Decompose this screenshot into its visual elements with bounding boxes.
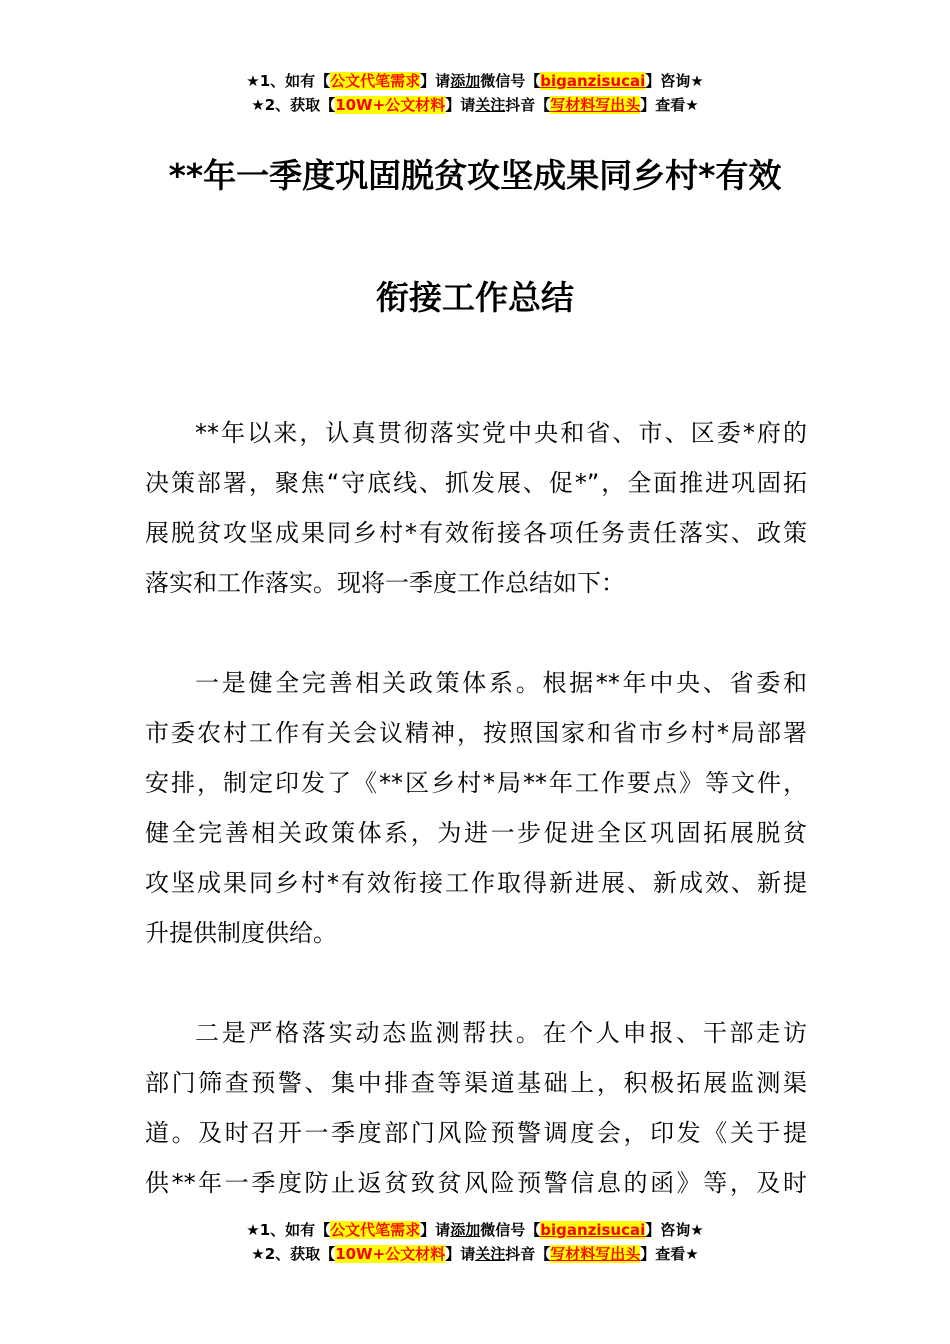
document-body bbox=[145, 408, 807, 1208]
promo-line-2 bbox=[0, 1242, 950, 1266]
text: ★2、获取【 bbox=[251, 1245, 336, 1263]
douyin-account: 写材料写出头 bbox=[550, 96, 641, 114]
paragraph-line: 二是严格落实动态监测帮扶。在个人申报、干部走访 bbox=[195, 1019, 807, 1047]
paragraph-line: 攻坚成果同乡村*有效衔接工作取得新进展、新成效、新提 bbox=[145, 869, 807, 897]
paragraph bbox=[145, 1008, 807, 1208]
promo-banner-top bbox=[0, 69, 950, 117]
underlined-text: 关注 bbox=[475, 1245, 506, 1263]
paragraph-line: 升提供制度供给。 bbox=[145, 919, 337, 947]
text: 】咨询★ bbox=[645, 72, 704, 90]
wechat-id: biganzisucai bbox=[540, 72, 646, 90]
highlight: 10W+公文材料 bbox=[335, 96, 446, 114]
paragraph-line: 供**年一季度防止返贫致贫风险预警信息的函》等，及时 bbox=[145, 1169, 807, 1197]
document-title-line-2: 衔接工作总结 bbox=[376, 278, 574, 317]
paragraph-line: 展脱贫攻坚成果同乡村*有效衔接各项任务责任落实、政策 bbox=[145, 519, 807, 547]
paragraph-line: 市委农村工作有关会议精神，按照国家和省市乡村*局部署 bbox=[145, 719, 807, 747]
text: 抖音【 bbox=[505, 96, 551, 114]
wechat-id: biganzisucai bbox=[540, 1221, 646, 1239]
paragraph bbox=[145, 658, 807, 958]
text: 抖音【 bbox=[505, 1245, 551, 1263]
paragraph-line: 决策部署，聚焦“守底线、抓发展、促*”，全面推进巩固拓 bbox=[145, 469, 807, 497]
promo-line-1 bbox=[0, 69, 950, 93]
paragraph-line: 健全完善相关政策体系，为进一步促进全区巩固拓展脱贫 bbox=[145, 819, 807, 847]
text: 】咨询★ bbox=[645, 1221, 704, 1239]
text: 】请 bbox=[445, 1245, 476, 1263]
text: ★1、如有【 bbox=[246, 1221, 331, 1239]
promo-banner-bottom bbox=[0, 1218, 950, 1266]
highlight: 公文代笔需求 bbox=[330, 72, 421, 90]
paragraph-line: 一是健全完善相关政策体系。根据**年中央、省委和 bbox=[195, 669, 807, 697]
text: 】查看★ bbox=[640, 1245, 699, 1263]
promo-line-2 bbox=[0, 93, 950, 117]
text: 微信号【 bbox=[480, 1221, 541, 1239]
paragraph-line: 落实和工作落实。现将一季度工作总结如下： bbox=[145, 569, 625, 597]
text: 】请 bbox=[420, 1221, 451, 1239]
paragraph-line: 安排，制定印发了《**区乡村*局**年工作要点》等文件， bbox=[145, 769, 807, 797]
paragraph-line: 部门筛查预警、集中排查等渠道基础上，积极拓展监测渠 bbox=[145, 1069, 807, 1097]
text: 微信号【 bbox=[480, 72, 541, 90]
text: 】请 bbox=[420, 72, 451, 90]
underlined-text: 添加 bbox=[450, 72, 481, 90]
text: ★1、如有【 bbox=[246, 72, 331, 90]
highlight: 公文代笔需求 bbox=[330, 1221, 421, 1239]
underlined-text: 关注 bbox=[475, 96, 506, 114]
text: 】查看★ bbox=[640, 96, 699, 114]
paragraph-line: **年以来，认真贯彻落实党中央和省、市、区委*府的 bbox=[195, 419, 807, 447]
document-title-line-1: **年一季度巩固脱贫攻坚成果同乡村*有效 bbox=[168, 156, 782, 195]
highlight: 10W+公文材料 bbox=[335, 1245, 446, 1263]
douyin-account: 写材料写出头 bbox=[550, 1245, 641, 1263]
text: ★2、获取【 bbox=[251, 96, 336, 114]
paragraph bbox=[145, 408, 807, 608]
text: 】请 bbox=[445, 96, 476, 114]
promo-line-1 bbox=[0, 1218, 950, 1242]
underlined-text: 添加 bbox=[450, 1221, 481, 1239]
paragraph-line: 道。及时召开一季度部门风险预警调度会，印发《关于提 bbox=[145, 1119, 807, 1147]
